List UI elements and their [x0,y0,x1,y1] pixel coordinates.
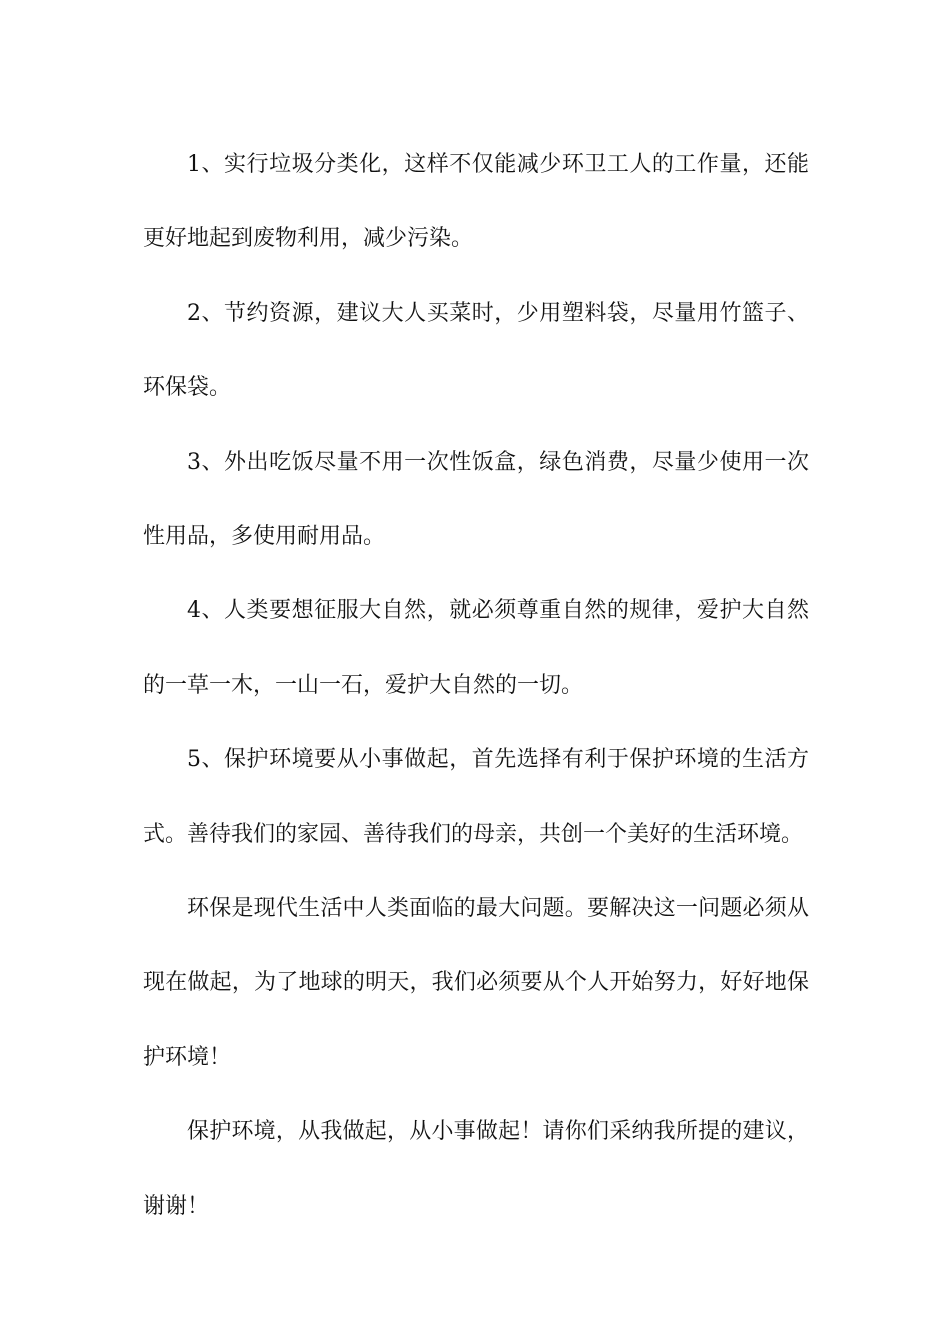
paragraph-4: 4、人类要想征服大自然，就必须尊重自然的规律，爱护大自然的一草一木，一山一石，爱护大自然的一切。 [143,598,809,698]
paragraph-3: 3、外出吃饭尽量不用一次性饭盒，绿色消费，尽量少使用一次性用品，多使用耐用品。 [143,449,809,550]
document-body [143,128,809,1244]
paragraph-1: 1、实行垃圾分类化，这样不仅能减少环卫工人的工作量，还能更好地起到废物利用，减少污染。 [143,152,809,252]
paragraph-7: 保护环境，从我做起，从小事做起！请你们采纳我所提的建议，谢谢！ [143,1119,809,1219]
paragraph-5: 5、保护环境要从小事做起，首先选择有利于保护环境的生活方式。善待我们的家园、善待我们的母亲，共创一个美好的生活环境。 [143,747,809,847]
paragraph-6: 环保是现代生活中人类面临的最大问题。要解决这一问题必须从现在做起，为了地球的明天，我们必须要从个人开始努力，好好地保护环境！ [143,896,809,1070]
paragraph-2: 2、节约资源，建议大人买菜时，少用塑料袋，尽量用竹篮子、环保袋。 [143,300,809,401]
